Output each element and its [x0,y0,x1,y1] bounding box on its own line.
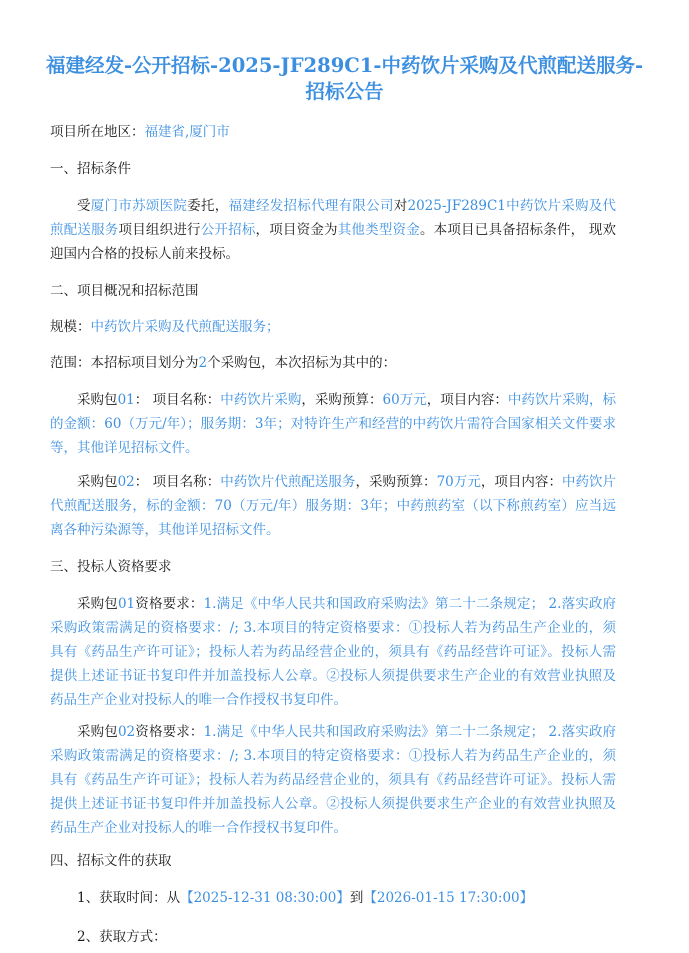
text: ，项目内容： [426,392,508,408]
text: 受 [77,198,91,214]
text: 委托， [187,198,229,214]
scale-label: 规模： [50,319,91,335]
end-time: 【2026-01-15 17:30:00】 [363,890,534,906]
project-region [50,121,642,143]
procurement-method: 公开招标 [200,222,256,238]
text: 范围：本招标项目划分为 [50,355,199,371]
text: 1、获取时间：从 [77,890,181,906]
package-name: 中药饮片代煎配送服务 [220,474,356,490]
package-content: 中药饮片代煎配送服务，标的金额：70（万元/年）服务期：3年；中药煎药室（以下称煎药室）应当远离各种污染源等，其他详见招标文件。 [50,474,617,538]
project-name: 2025-JF289C1中药饮片采购及代煎配送服务 [50,198,617,238]
package-1-overview [50,388,616,460]
start-time: 【2025-12-31 08:30:00】 [180,890,350,906]
package-number: 02 [117,724,136,740]
scale-value: 中药饮片采购及代煎配送服务； [90,319,280,335]
package-number: 01 [117,392,135,408]
section-heading-4: 四、招标文件的获取 [50,853,172,869]
text: ，项目内容： [480,474,562,490]
section-heading-3: 三、投标人资格要求 [50,559,172,575]
text: 资格要求： [135,596,204,612]
package-2-overview [50,470,616,542]
package-budget: 70万元 [436,474,481,490]
range-line [50,352,642,374]
acquisition-method: 2、获取方式： [77,929,167,945]
text: ： 项目名称： [134,474,221,490]
purchaser-name: 厦门市苏颂医院 [90,198,188,214]
text: 采购包 [77,596,118,612]
region-label: 项目所在地区： [50,124,145,140]
text: ，项目资金为 [255,222,338,238]
package-number: 02 [117,474,135,490]
text: ，采购预算： [355,474,437,490]
acquisition-time [77,887,669,909]
region-value: 福建省,厦门市 [144,124,230,140]
text: ，采购预算： [301,392,383,408]
text: 采购包 [77,392,118,408]
text: 采购包 [77,724,118,740]
page-title: 福建经发-公开招标-2025-JF289C1-中药饮片采购及代煎配送服务-招标公告 [45,54,644,103]
section-heading-2: 二、项目概况和招标范围 [50,283,199,299]
package-name: 中药饮片采购 [220,392,302,408]
text: ： 项目名称： [134,392,221,408]
scale-line [50,316,642,338]
bidding-conditions-paragraph [50,194,616,266]
package-budget: 60万元 [382,392,427,408]
agency-name: 福建经发招标代理有限公司 [228,198,394,214]
text: 对 [393,198,408,214]
section-heading-1: 一、招标条件 [50,161,131,177]
package-count: 2 [198,355,208,371]
package-number: 01 [117,596,136,612]
text: 项目组织进行 [118,222,201,238]
package-1-qualifications [50,592,616,712]
fund-type: 其他类型资金 [337,222,420,238]
text: 到 [349,890,364,906]
text: 采购包 [77,474,118,490]
qualification-text: 1.满足《中华人民共和国政府采购法》第二十二条规定； 2.落实政府采购政策需满足的资格要求：/; 3.本项目的特定资格要求：①投标人若为药品生产企业的，须具有《药品生产许可证》；投标人若为药品经营企业的，须具有《药品经营许可证》。投标人需提供上述证书证书复印件并加盖投标人公章。②投标人须提供要求生产企业的有效营业执照及药品生产企业对投标人的唯一合作授权书复印件。 [50,596,617,708]
text: 个采购包，本次招标为其中的： [207,355,397,371]
package-content: 中药饮片采购，标的金额：60（万元/年）；服务期：3年；对特许生产和经营的中药饮片需符合国家相关文件要求等，其他详见招标文件。 [50,392,617,456]
package-2-qualifications [50,720,616,840]
qualification-text: 1.满足《中华人民共和国政府采购法》第二十二条规定； 2.落实政府采购政策需满足的资格要求：/; 3.本项目的特定资格要求：①投标人若为药品生产企业的，须具有《药品生产许可证》；投标人若为药品经营企业的，须具有《药品经营许可证》。投标人需提供上述证书证书复印件并加盖投标人公章。②投标人须提供要求生产企业的有效营业执照及药品生产企业对投标人的唯一合作授权书复印件。 [50,724,617,836]
text: 。本项目已具备招标条件， 现欢迎国内合格的投标人前来投标。 [50,222,617,262]
text: 资格要求： [135,724,204,740]
